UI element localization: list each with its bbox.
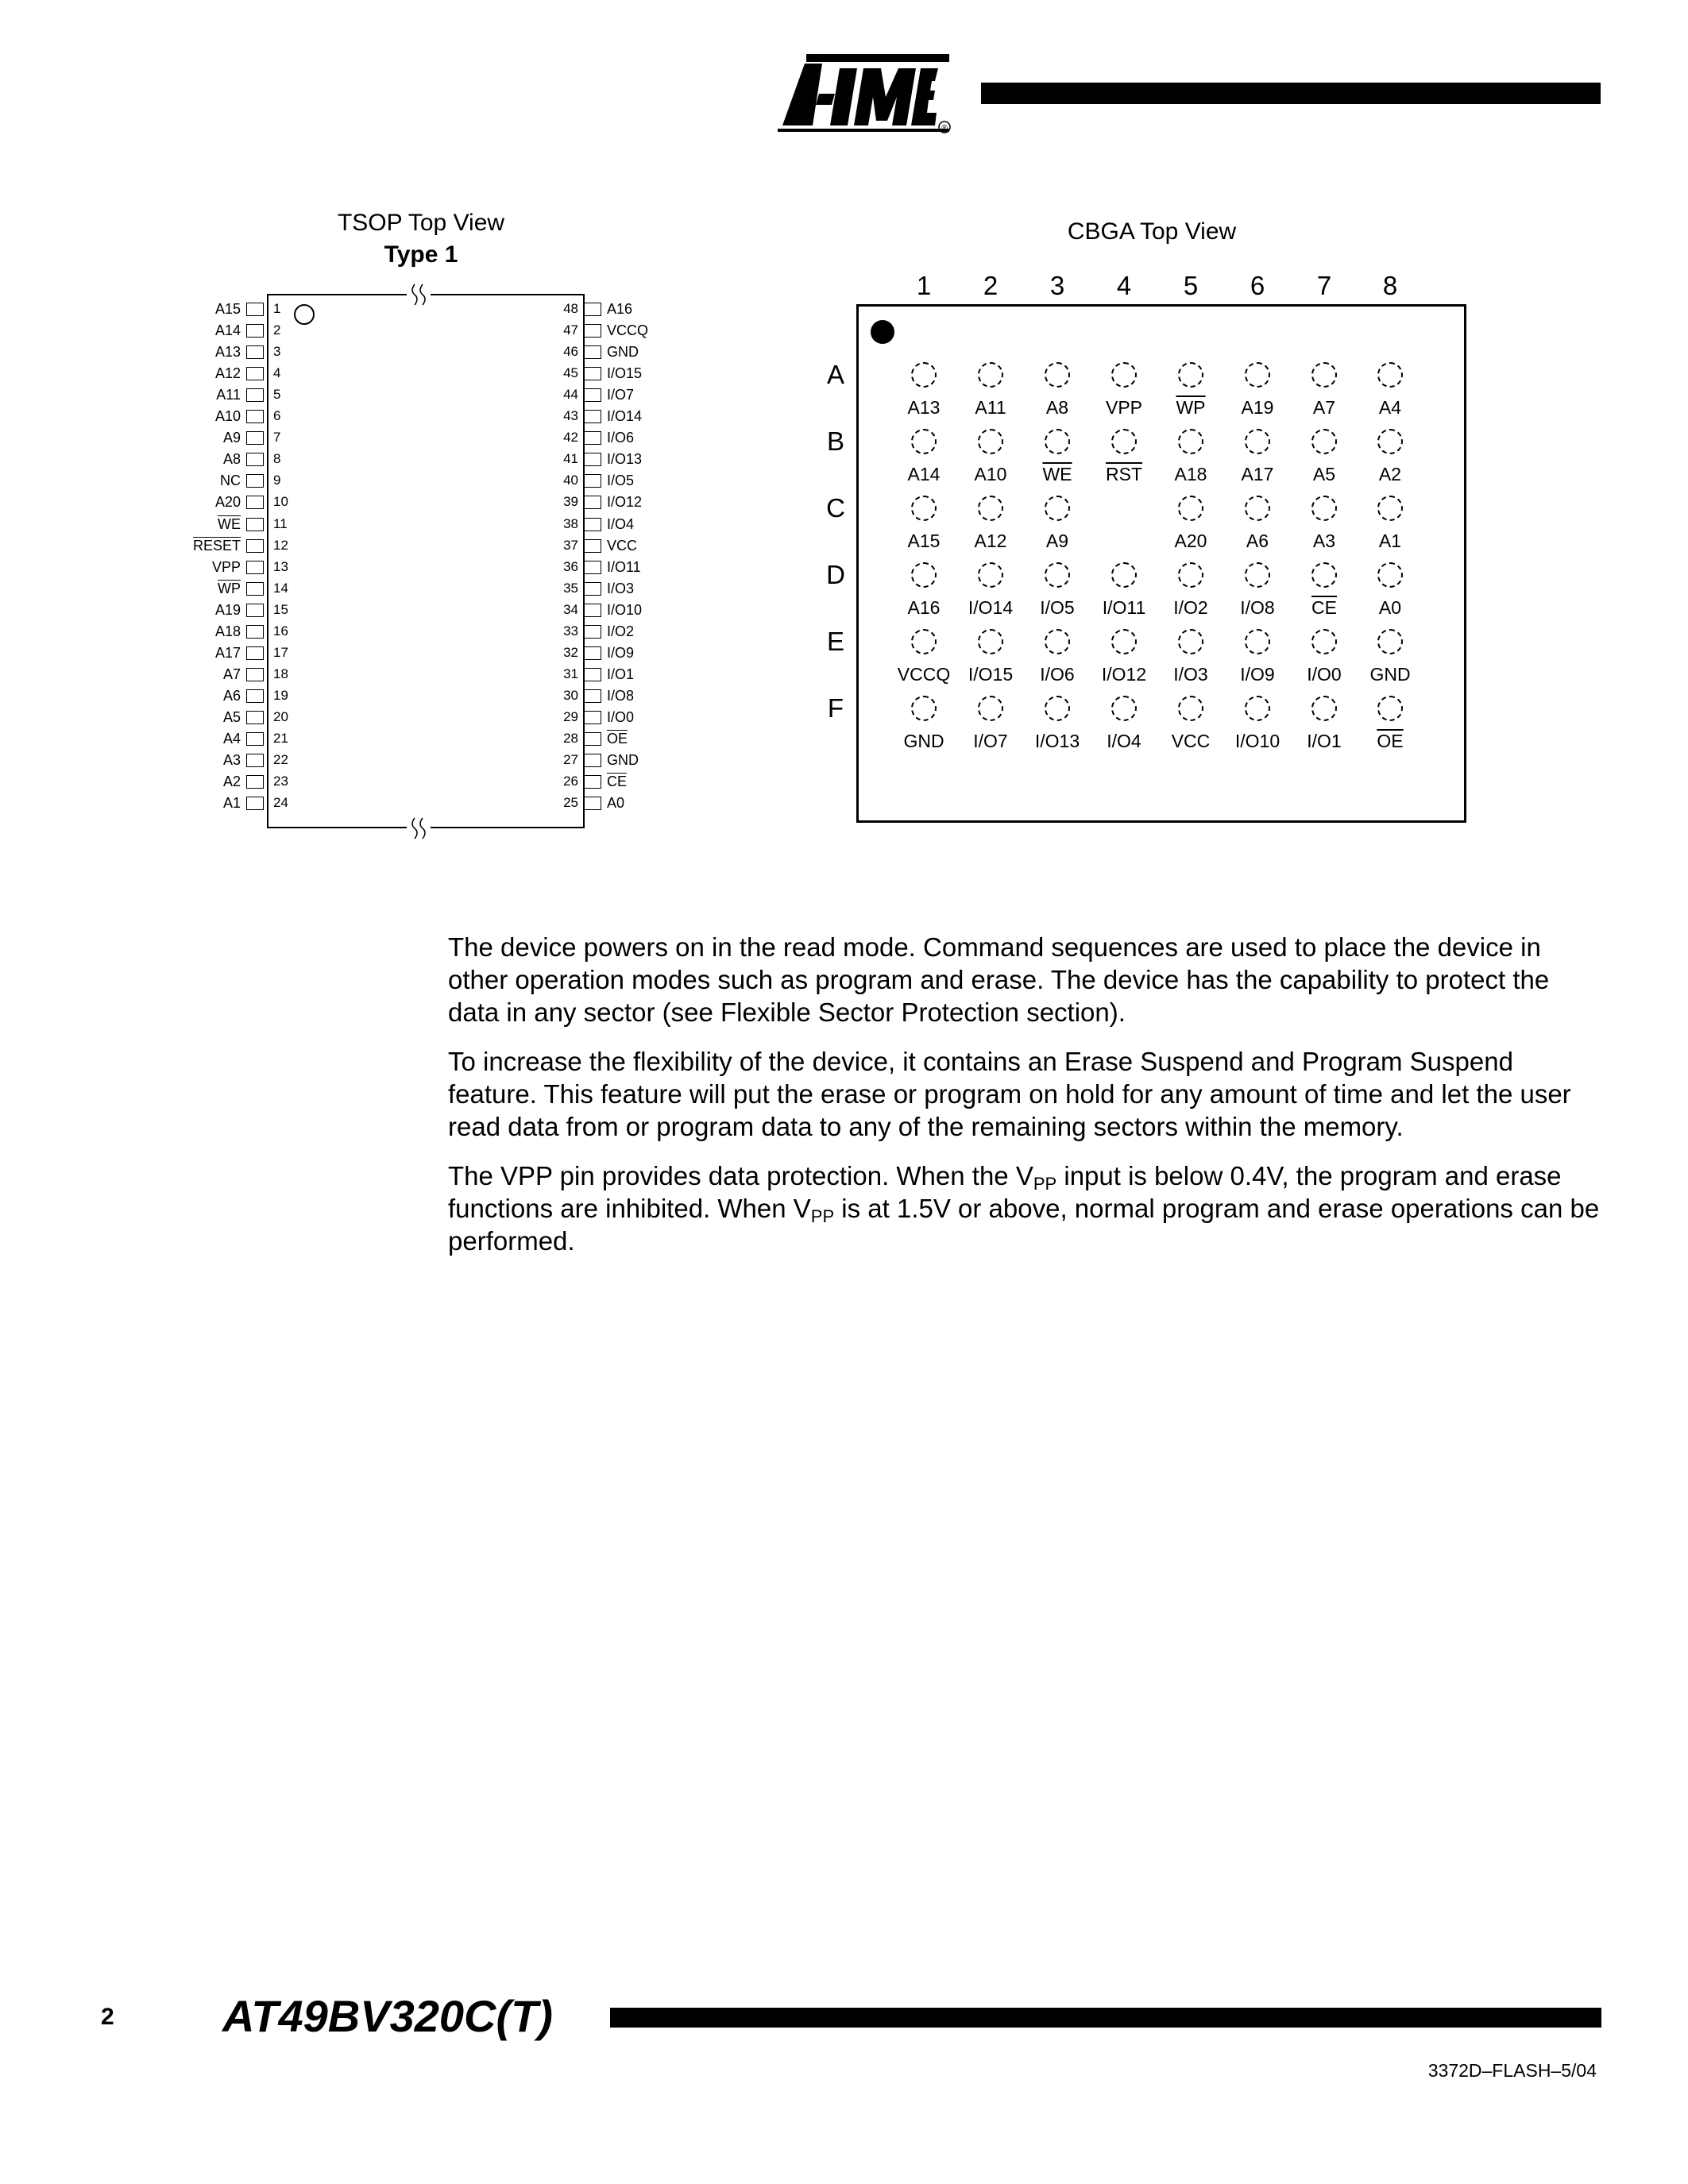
cbga-ball [1045,362,1070,388]
tsop-pin-number: 21 [273,731,288,746]
tsop-pin-number: 23 [273,774,288,789]
tsop-pin-lead [584,431,601,445]
cbga-ball [911,629,937,654]
cbga-column-label: 6 [1250,271,1265,300]
cbga-ball-name: I/O11 [1102,597,1146,618]
tsop-pin-number: 45 [563,365,578,381]
tsop-pin-lead [246,367,264,380]
cbga-ball [1245,562,1270,588]
tsop-pin-name: I/O11 [607,558,641,575]
tsop-pin-name: VPP [211,558,241,575]
tsop-pin-number: 3 [273,344,281,360]
tsop-pin-number: 48 [563,301,578,316]
tsop-pin-lead [246,625,264,639]
tsop-pin-lead [246,668,264,681]
cbga-column-label: 2 [983,271,999,300]
cbga-ball [1045,629,1070,654]
cbga-ball [1377,496,1403,521]
cbga-ball [1045,696,1070,721]
cbga-ball [1111,362,1137,388]
tsop-pin-lead [584,496,601,509]
paragraph-read-mode: The device powers on in the read mode. Command sequences are used to place the device in other operation modes such as program and erase. The device has the capability to protect the data in any sector (see Flexible Sector Protection section). [448,932,1550,1027]
break-mark-top [407,283,431,305]
tsop-pin-name: VCC [607,537,638,554]
page-number: 2 [101,2004,114,2030]
cbga-ball [1245,362,1270,388]
cbga-ball-name: I/O0 [1307,664,1342,685]
tsop-pin-number: 37 [563,537,578,553]
tsop-pin-lead [246,324,264,338]
tsop-pin-number: 1 [273,301,281,316]
tsop-pin-lead [584,775,601,789]
tsop-pin-name: I/O7 [607,387,635,403]
cbga-ball-name: GND [1369,664,1411,685]
tsop-pin-lead [584,474,601,488]
cbga-ball-name: I/O8 [1240,597,1275,618]
tsop-pin-lead [584,646,601,660]
tsop-pin-name: I/O15 [607,365,643,382]
cbga-ball-name: A18 [1174,464,1207,484]
registered-mark: ® [941,124,948,133]
tsop-pin-lead [584,604,601,617]
footer-rule [610,2008,1601,2028]
cbga-ball [1178,496,1203,521]
tsop-pin-lead [584,453,601,466]
cbga-ball [1245,629,1270,654]
cbga-ball-name: VCC [1171,731,1211,751]
tsop-pin-name: A17 [214,644,241,661]
tsop-pin-lead [246,732,264,746]
paragraph-vpp: The VPP pin provides data protection. When the $V_{PP}$ input is below 0.4V, the program and erase functions are inhibited. When $V_{PP}$ is at 1.5V or above, normal program and erase operations can be performed. [448,1161,1600,1256]
tsop-pin-lead [246,775,264,789]
tsop-pin-lead [246,539,264,553]
cbga-ball [1311,496,1337,521]
tsop-pin-lead [246,388,264,402]
tsop-pin-name: A16 [607,301,633,317]
tsop-pin-lead [584,539,601,553]
cbga-ball-name: A2 [1378,464,1402,484]
tsop-pin-number: 8 [273,451,281,467]
cbga-ball-name: A8 [1045,397,1069,418]
cbga-ball-name: I/O2 [1173,597,1208,618]
cbga-ball-name: I/O13 [1034,731,1080,751]
tsop-pin-number: 28 [563,731,578,746]
ball-a1-indicator [871,320,894,344]
header-rule [981,83,1601,104]
tsop-pin-lead [246,431,264,445]
tsop-pin-lead [246,518,264,531]
tsop-pin-lead [246,689,264,703]
tsop-pin-number: 6 [273,408,281,424]
cbga-column-label: 8 [1382,271,1398,300]
cbga-ball [1377,362,1403,388]
tsop-pin-number: 31 [563,666,578,681]
cbga-ball [1111,562,1137,588]
tsop-pin-number: 9 [273,473,281,488]
cbga-ball [978,696,1003,721]
tsop-pin-lead [584,625,601,639]
cbga-ball-name: A16 [907,597,941,618]
cbga-ball [1311,696,1337,721]
cbga-ball-name: A14 [907,464,941,484]
tsop-pin-number: 30 [563,687,578,703]
cbga-ball [1178,362,1203,388]
tsop-pin-name: A8 [222,451,241,468]
tsop-pin-lead [584,754,601,767]
tsop-pin-number: 39 [563,494,578,510]
cbga-ball-name: I/O12 [1101,664,1147,685]
tsop-pin-number: 13 [273,558,288,574]
cbga-ball-name: A11 [975,397,1006,418]
tsop-pin-number: 12 [273,537,288,553]
tsop-pin-number: 32 [563,644,578,660]
cbga-ball [1178,562,1203,588]
tsop-pin-name: A18 [214,623,241,639]
tsop-pin-number: 33 [563,623,578,639]
tsop-pin-number: 19 [273,687,288,703]
tsop-pin-lead [246,496,264,509]
cbga-ball [1311,429,1337,454]
cbga-ball [1111,696,1137,721]
cbga-column-label: 7 [1316,271,1332,300]
cbga-ball [1377,562,1403,588]
cbga-ball-name: I/O14 [968,597,1014,618]
tsop-pin-name: A4 [222,731,241,747]
cbga-ball [1245,696,1270,721]
cbga-ball-name: I/O7 [973,731,1008,751]
cbga-ball-name: A9 [1045,531,1069,551]
tsop-pin-number: 36 [563,558,578,574]
cbga-ball-name: A0 [1378,597,1402,618]
cbga-column-label: 3 [1049,271,1065,300]
tsop-pin-number: 43 [563,408,578,424]
tsop-pin-number: 47 [563,322,578,338]
cbga-ball [1045,562,1070,588]
cbga-ball-name: A20 [1174,531,1207,551]
tsop-pin-lead [584,324,601,338]
cbga-ball-name: A10 [974,464,1007,484]
cbga-ball-name: I/O10 [1234,731,1280,751]
tsop-pin-lead [246,582,264,596]
cbga-row-label: E [826,627,844,656]
cbga-ball-name: A3 [1312,531,1336,551]
cbga-ball-name: $\overline{CE}$ [1311,597,1337,618]
tsop-pin-name: A11 [216,387,241,403]
cbga-ball [911,496,937,521]
svg-text:ATMEL: ATMEL [774,49,778,50]
cbga-row-label: B [826,426,844,456]
tsop-pin-number: 18 [273,666,288,681]
tsop-pin-lead [584,689,601,703]
tsop-pin-name: A10 [214,408,241,425]
tsop-pin-number: 20 [273,708,288,724]
cbga-ball [911,429,937,454]
tsop-pin-lead [246,561,264,574]
cbga-ball [1377,696,1403,721]
cbga-row-label: A [826,360,844,389]
product-title: AT49BV320C(T) [222,1991,553,2041]
cbga-ball-name: A7 [1312,397,1336,418]
tsop-pin-name: RESET [192,537,241,554]
tsop-pin-number: 24 [273,795,288,811]
tsop-pin-name: A19 [214,601,241,618]
cbga-ball [1111,429,1137,454]
cbga-row-label: F [827,693,844,723]
cbga-ball-name: A13 [907,397,941,418]
tsop-pin-number: 42 [563,430,578,446]
tsop-pin-name: I/O5 [607,473,635,489]
tsop-pin-lead [246,303,264,316]
tsop-pin-name: $\overline{OE}$ [607,731,628,747]
tsop-pin-name: A14 [214,322,241,339]
tsop-pin-lead [584,561,601,574]
cbga-ball [1311,562,1337,588]
tsop-pin-number: 15 [273,601,288,617]
cbga-row-label: D [826,560,845,589]
cbga-ball-name: I/O6 [1040,664,1075,685]
tsop-pin-name: A7 [222,666,241,682]
cbga-ball-name: I/O15 [968,664,1014,685]
cbga-ball-name: I/O1 [1307,731,1342,751]
tsop-pin-name: I/O0 [607,708,635,725]
tsop-pin-name: I/O4 [607,515,635,532]
cbga-column-label: 1 [916,271,932,300]
cbga-ball-name: $\overline{OE}$ [1377,731,1404,751]
cbga-ball-name: A15 [907,531,941,551]
break-mark-bottom [407,816,431,839]
tsop-pin-lead [246,604,264,617]
tsop-pin-number: 17 [273,644,288,660]
tsop-pin-name: A1 [222,795,241,812]
tsop-pin-lead [246,474,264,488]
cbga-ball [911,362,937,388]
cbga-ball-name: $\overline{WE}$ [1042,464,1072,484]
cbga-ball [1045,496,1070,521]
cbga-ball [978,562,1003,588]
tsop-pin-lead [246,646,264,660]
tsop-pin-number: 26 [563,774,578,789]
tsop-pin-name: GND [607,752,639,769]
document-code: 3372D–FLASH–5/04 [1427,2060,1597,2081]
pin1-indicator [294,304,315,325]
tsop-pin-name: VCCQ [607,322,649,339]
tsop-pin-lead [246,453,264,466]
tsop-pin-name: A3 [222,752,241,769]
tsop-pin-name: A15 [214,301,241,317]
tsop-pin-name: $\overline{CE}$ [607,774,628,790]
cbga-ball [1245,429,1270,454]
tsop-pin-number: 11 [273,515,288,531]
tsop-pin-name: I/O10 [607,601,643,618]
tsop-pin-name: GND [607,344,639,361]
tsop-pin-name: I/O3 [607,580,635,596]
tsop-pin-name: $\overline{WP}$ [218,580,241,596]
tsop-pin-lead [584,367,601,380]
cbga-ball [1178,696,1203,721]
tsop-pin-number: 40 [563,473,578,488]
tsop-pin-name: A6 [222,687,241,704]
tsop-pin-name: A20 [214,494,241,511]
cbga-ball [1178,629,1203,654]
tsop-pin-lead [584,303,601,316]
tsop-pin-number: 34 [563,601,578,617]
tsop-pin-number: 38 [563,515,578,531]
cbga-ball [911,562,937,588]
tsop-pin-number: 25 [563,795,578,811]
cbga-ball-name: I/O9 [1240,664,1275,685]
cbga-column-label: 4 [1116,271,1132,300]
tsop-pin-number: 2 [273,322,281,338]
cbga-ball [1377,629,1403,654]
tsop-pin-lead [246,797,264,810]
tsop-pin-name: A12 [214,365,241,382]
tsop-pin-name: I/O12 [607,494,643,511]
tsop-pin-name: I/O6 [607,430,635,446]
atmel-logo [774,49,953,137]
tsop-pin-lead [584,410,601,423]
cbga-ball [1178,429,1203,454]
tsop-pin-number: 7 [273,430,281,446]
tsop-pin-name: I/O9 [607,644,635,661]
tsop-pin-number: 16 [273,623,288,639]
tsop-pin-number: 27 [563,752,578,768]
paragraph-suspend: To increase the flexibility of the device, it contains an Erase Suspend and Program Suspend feature. This feature will put the erase or program on hold for any amount of time and let the user read data from or program data to any of the remaining sectors within the memory. [448,1047,1571,1141]
cbga-ball-name: VCCQ [897,664,951,685]
cbga-ball [911,696,937,721]
cbga-ball-name: VPP [1105,397,1143,418]
cbga-ball-name: I/O4 [1107,731,1141,751]
cbga-ball [978,429,1003,454]
tsop-pin-name: A13 [214,344,241,361]
cbga-ball-name: A4 [1378,397,1402,418]
tsop-pin-lead [584,388,601,402]
tsop-pin-name: I/O2 [607,623,635,639]
tsop-pin-lead [584,582,601,596]
tsop-pin-number: 10 [273,494,288,510]
cbga-ball-name: A12 [974,531,1007,551]
cbga-ball-name: A19 [1241,397,1274,418]
cbga-title: CBGA Top View [1067,218,1237,245]
tsop-pin-name: I/O13 [607,451,643,468]
cbga-ball [1111,629,1137,654]
tsop-pin-number: 14 [273,580,288,596]
cbga-ball-name: GND [903,731,944,751]
tsop-pin-lead [246,711,264,724]
tsop-pin-name: I/O8 [607,687,635,704]
logo-text [774,49,778,50]
cbga-ball [1245,496,1270,521]
tsop-subtitle: Type 1 [384,241,458,268]
tsop-pin-lead [246,410,264,423]
tsop-pin-lead [584,518,601,531]
cbga-ball [1311,362,1337,388]
tsop-pin-name: $\overline{WE}$ [218,515,241,532]
tsop-pin-lead [584,797,601,810]
cbga-ball-name: A6 [1246,531,1269,551]
tsop-pin-name: NC [220,473,241,489]
tsop-pin-lead [584,711,601,724]
tsop-pin-name: A9 [222,430,241,446]
tsop-pin-name: A5 [222,708,241,725]
cbga-ball-name: I/O3 [1173,664,1208,685]
cbga-ball [978,629,1003,654]
tsop-pin-lead [584,345,601,359]
cbga-ball [1311,629,1337,654]
tsop-pin-number: 44 [563,387,578,403]
tsop-pin-number: 5 [273,387,281,403]
cbga-ball [1045,429,1070,454]
cbga-ball-name: A17 [1241,464,1274,484]
cbga-ball [978,362,1003,388]
tsop-pin-lead [584,668,601,681]
tsop-pin-number: 35 [563,580,578,596]
tsop-pin-name: A2 [222,774,241,790]
tsop-title: TSOP Top View [337,210,505,236]
cbga-ball-name: $\overline{RST}$ [1106,464,1142,484]
tsop-pin-lead [246,345,264,359]
tsop-package-outline [267,294,585,828]
tsop-pin-lead [584,732,601,746]
tsop-pin-number: 22 [273,752,288,768]
tsop-pin-name: A0 [607,795,625,812]
cbga-ball-name: I/O5 [1040,597,1075,618]
cbga-column-label: 5 [1183,271,1199,300]
tsop-pin-number: 46 [563,344,578,360]
cbga-ball-name: A1 [1378,531,1402,551]
tsop-pin-number: 4 [273,365,281,381]
tsop-pin-number: 41 [563,451,578,467]
tsop-pin-number: 29 [563,708,578,724]
tsop-pin-lead [246,754,264,767]
cbga-ball-name: A5 [1312,464,1336,484]
cbga-ball-name: $\overline{WP}$ [1176,397,1206,418]
cbga-row-label: C [826,493,845,523]
cbga-ball [978,496,1003,521]
tsop-pin-name: I/O1 [607,666,635,682]
tsop-pin-name: I/O14 [607,408,643,425]
cbga-ball [1377,429,1403,454]
